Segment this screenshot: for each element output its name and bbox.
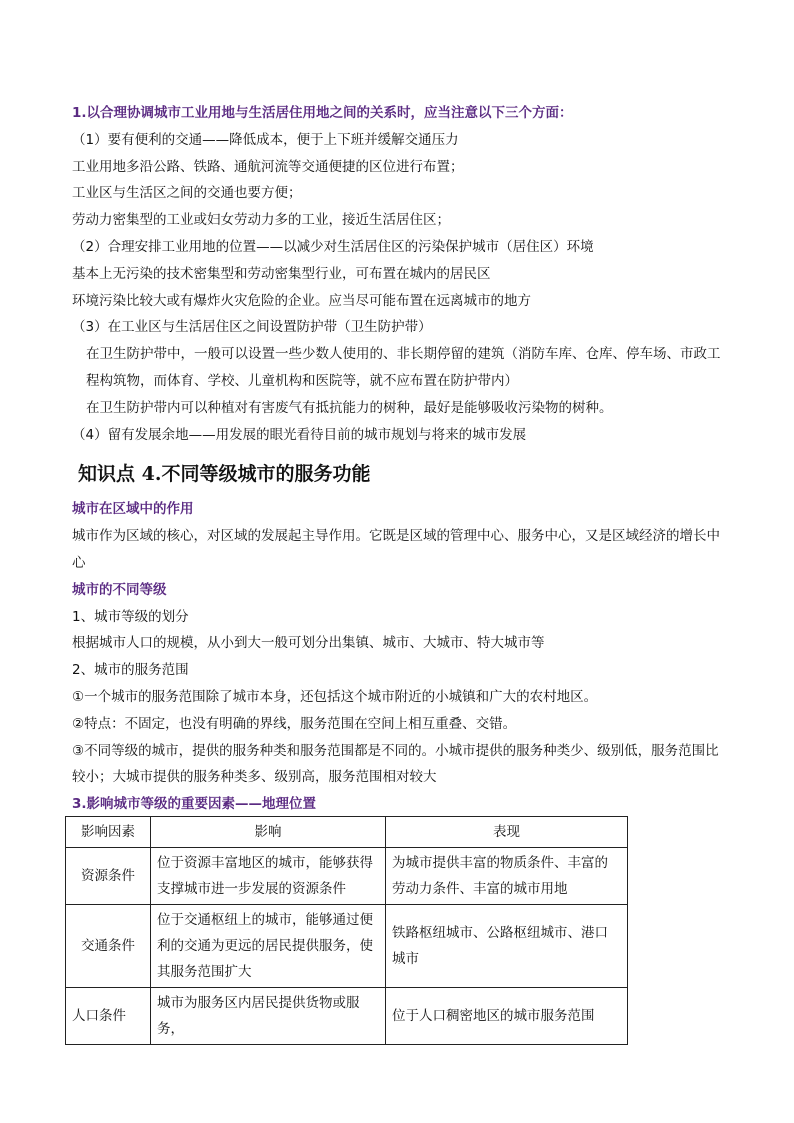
list-line: ①一个城市的服务范围除了城市本身，还包括这个城市附近的小城镇和广大的农村地区。	[72, 688, 598, 705]
list-line: 2、城市的服务范围	[72, 662, 189, 679]
table-cell: 位于交通枢纽上的城市，能够通过便利的交通为更远的居民提供服务，使其服务范围扩大	[151, 905, 386, 988]
section1-line: 工业用地多沿公路、铁路、通航河流等交通便捷的区位进行布置；	[72, 158, 464, 175]
section1-line: 环境污染比较大或有爆炸火灾危险的企业。应当尽可能布置在远离城市的地方	[72, 292, 531, 309]
subheading-city-role: 城市在区域中的作用	[72, 501, 194, 518]
section1-line: （1）要有便利的交通——降低成本，便于上下班并缓解交通压力	[72, 131, 459, 148]
section1-line: （4）留有发展余地——用发展的眼光看待目前的城市规划与将来的城市发展	[72, 426, 527, 443]
table-cell: 交通条件	[66, 905, 151, 988]
subheading-city-levels: 城市的不同等级	[72, 581, 167, 598]
section1-line: 工业区与生活区之间的交通也要方便；	[72, 185, 302, 202]
section1-line: （3）在工业区与生活居住区之间设置防护带（卫生防护带）	[72, 319, 432, 336]
section1-line: 基本上无污染的技术密集型和劳动密集型行业，可布置在城内的居民区	[72, 265, 491, 282]
table-cell: 铁路枢纽城市、公路枢纽城市、港口城市	[386, 905, 628, 988]
table-header-row	[66, 817, 628, 848]
list-paragraph: ③不同等级的城市，提供的服务种类和服务范围都是不同的。小城市提供的服务种类少、级别低，服务范围比较小；大城市提供的服务种类多、级别高，服务范围相对较大	[72, 742, 719, 786]
influence-factors-table	[65, 816, 628, 1045]
table-row	[66, 988, 628, 1045]
list-line: ②特点：不固定，也没有明确的界线，服务范围在空间上相互重叠、交错。	[72, 715, 517, 732]
table-header-cell: 影响	[151, 817, 386, 848]
table-cell: 位于人口稠密地区的城市服务范围	[386, 988, 628, 1045]
document-content	[72, 100, 724, 818]
table-header-cell: 影响因素	[66, 817, 151, 848]
table-cell: 城市为服务区内居民提供货物或服务，	[151, 988, 386, 1045]
section1-line: 劳动力密集型的工业或妇女劳动力多的工业，接近生活居住区；	[72, 212, 450, 229]
table-row	[66, 848, 628, 905]
list-line: 1、城市等级的划分	[72, 608, 189, 625]
table-header-cell: 表现	[386, 817, 628, 848]
section1-line: 在卫生防护带内可以种植对有害废气有抵抗能力的树种，最好是能够吸收污染物的树种。	[86, 399, 613, 416]
section1-paragraph: 在卫生防护带中，一般可以设置一些少数人使用的、非长期停留的建筑（消防车库、仓库、停车场、市政工程构筑物，而体育、学校、儿童机构和医院等，就不应布置在防护带内）	[86, 346, 721, 389]
table-cell: 资源条件	[66, 848, 151, 905]
section1-line: （2）合理安排工业用地的位置——以减少对生活居住区的污染保护城市（居住区）环境	[72, 238, 594, 255]
table-cell: 为城市提供丰富的物质条件、丰富的劳动力条件、丰富的城市用地	[386, 848, 628, 905]
table-cell: 人口条件	[66, 988, 151, 1045]
table-cell: 位于资源丰富地区的城市，能够获得支撑城市进一步发展的资源条件	[151, 848, 386, 905]
section1-title: 1.以合理协调城市工业用地与生活居住用地之间的关系时，应当注意以下三个方面：	[72, 105, 573, 121]
table-row	[66, 905, 628, 988]
subheading-geography: 3.影响城市等级的重要因素——地理位置	[72, 796, 317, 813]
list-line: 根据城市人口的规模，从小到大一般可划分出集镇、城市、大城市、特大城市等	[72, 635, 545, 652]
paragraph-city-role: 城市作为区域的核心，对区域的发展起主导作用。它既是区域的管理中心、服务中心，又是区域经济的增长中心	[72, 528, 720, 571]
knowledge-point-heading: 知识点 4.不同等级城市的服务功能	[78, 463, 371, 486]
